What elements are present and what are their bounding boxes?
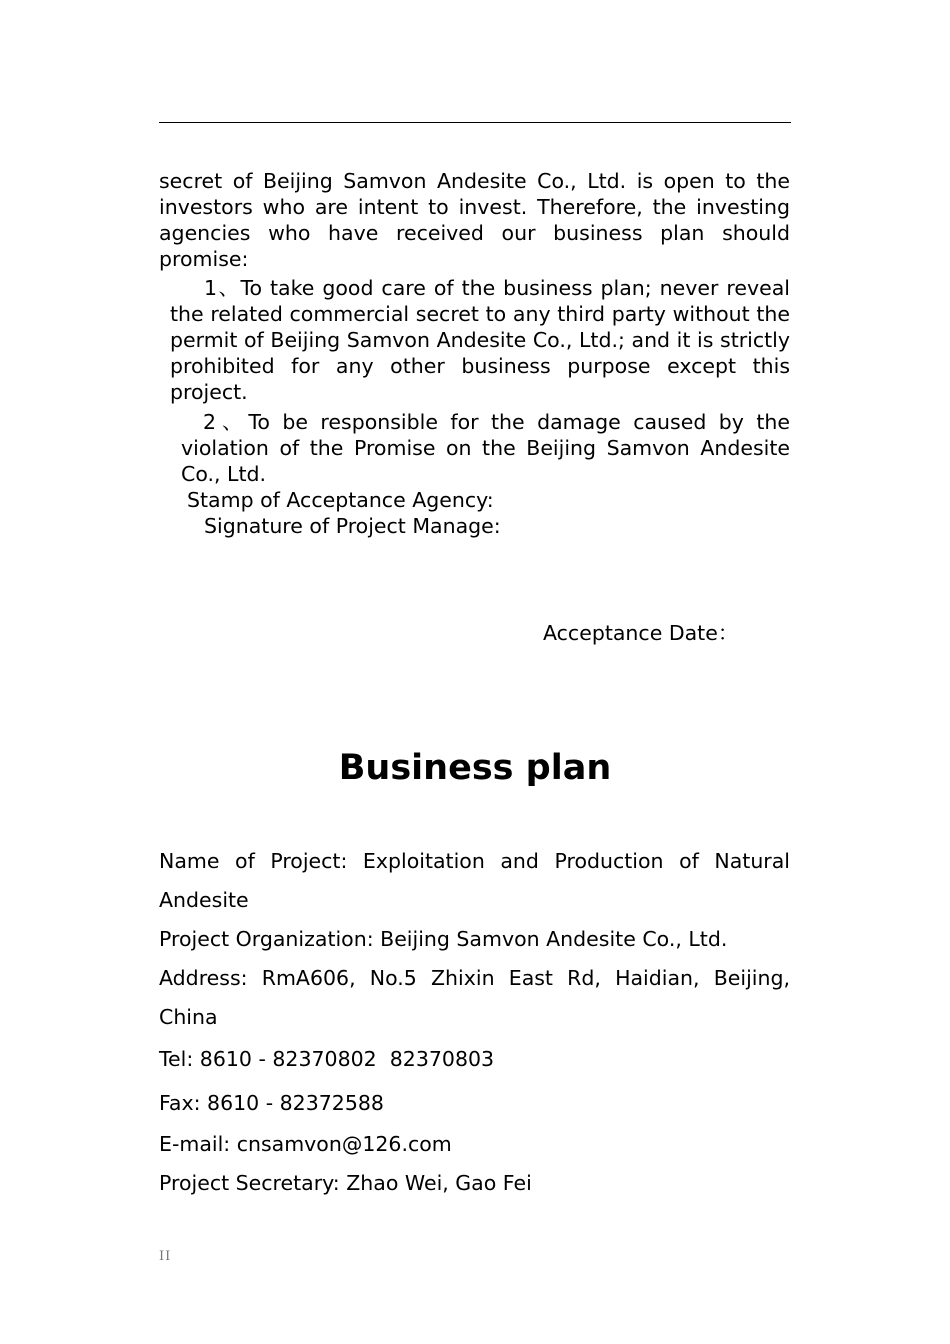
project-organization: Project Organization: Beijing Samvon Andesite Co., Ltd.: [159, 927, 728, 951]
project-secretary: Project Secretary: Zhao Wei, Gao Fei: [159, 1171, 532, 1195]
promise-item-1: 1、To take good care of the business plan; never reveal the related commercial secret to any third party without the permit of Beijing Samvon Andesite Co., Ltd.; and it is strictly prohibited for any other business purpose except this project.: [170, 276, 790, 404]
document-title: Business plan: [338, 748, 612, 788]
project-fax: Fax: 8610 - 82372588: [159, 1091, 384, 1115]
project-address: Address: RmA606, No.5 Zhixin East Rd, Haidian, Beijing, China: [159, 966, 790, 1029]
stamp-label: Stamp of Acceptance Agency:: [187, 488, 494, 512]
page-number: II: [159, 1249, 172, 1264]
confidentiality-intro: secret of Beijing Samvon Andesite Co., Ltd. is open to the investors who are intent to invest. Therefore, the investing agencies who have received our business plan should promise:: [159, 169, 790, 271]
acceptance-date-label: Acceptance Date：: [543, 621, 739, 645]
signature-label: Signature of Project Manage:: [204, 514, 501, 538]
header-rule: [159, 122, 791, 123]
project-tel: Tel: 8610 - 82370802 82370803: [159, 1047, 495, 1071]
promise-item-2: 2、To be responsible for the damage caused by the violation of the Promise on the Beijing Samvon Andesite Co., Ltd.: [181, 410, 790, 486]
project-name: Name of Project: Exploitation and Production of Natural Andesite: [159, 849, 790, 912]
project-email: E-mail: cnsamvon@126.com: [159, 1132, 452, 1156]
